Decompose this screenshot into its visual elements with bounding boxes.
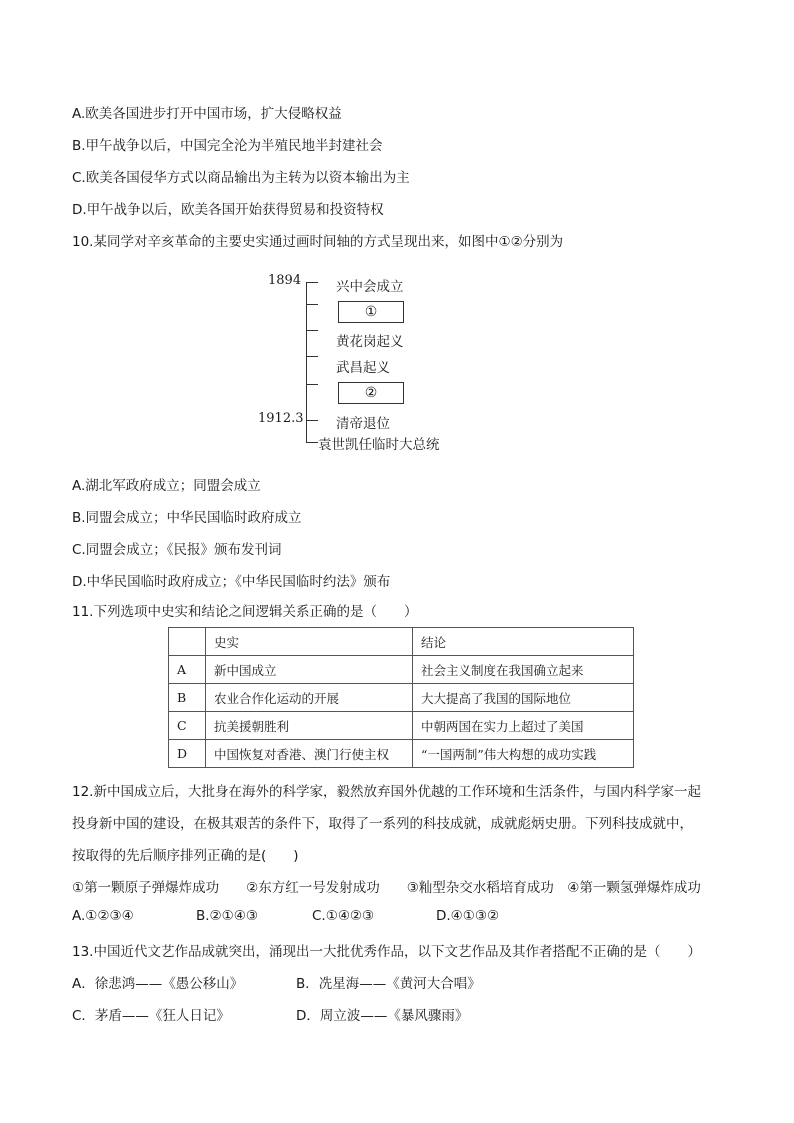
- table-header-cell: 史实: [206, 628, 413, 656]
- q9-option-a: A.欧美各国进步打开中国市场，扩大侵略权益: [72, 106, 342, 122]
- table-row: [169, 740, 634, 768]
- timeline-tick: [306, 330, 318, 331]
- table-cell: 抗美援朝胜利: [206, 712, 413, 740]
- timeline-tick: [306, 384, 318, 385]
- q12-option-a: A.①②③④: [72, 908, 134, 924]
- timeline-event-yuanshikai: 袁世凯任临时大总统: [318, 437, 440, 453]
- q12-stem-line-2: 投身新中国的建设，在极其艰苦的条件下，取得了一系列的科技成就，成就彪炳史册。下列科技成就中，: [72, 816, 693, 832]
- table-header-cell: [169, 628, 206, 656]
- timeline-tick: [306, 282, 318, 283]
- table-row: [169, 684, 634, 712]
- table-cell: 社会主义制度在我国确立起来: [413, 656, 634, 684]
- table-cell: 大大提高了我国的国际地位: [413, 684, 634, 712]
- timeline-figure: [250, 268, 470, 453]
- timeline-axis: [306, 282, 307, 442]
- timeline-event-abdication: 清帝退位: [336, 416, 390, 432]
- q10-option-c: C.同盟会成立；《民报》颁布发刊词: [72, 542, 282, 558]
- table-row: [169, 656, 634, 684]
- table-header-cell: 结论: [413, 628, 634, 656]
- table-cell: 中国恢复对香港、澳门行使主权: [206, 740, 413, 768]
- q12-option-b: B.②①④③: [196, 908, 258, 924]
- q9-option-b: B.甲午战争以后，中国完全沦为半殖民地半封建社会: [72, 138, 383, 154]
- q9-option-d: D.甲午战争以后，欧美各国开始获得贸易和投资特权: [72, 202, 384, 218]
- table-cell: 新中国成立: [206, 656, 413, 684]
- timeline-tick: [306, 420, 318, 421]
- timeline-event-xingzhonghui: 兴中会成立: [336, 279, 404, 295]
- q13-option-c: C．茅盾——《狂人日记》: [72, 1008, 230, 1024]
- timeline-tick: [306, 304, 318, 305]
- q10-option-a: A.湖北军政府成立；同盟会成立: [72, 478, 261, 494]
- timeline-tick: [306, 442, 318, 443]
- q13-option-d: D．周立波——《暴风骤雨》: [296, 1008, 469, 1024]
- timeline-blank-box-2: ②: [338, 382, 404, 404]
- timeline-event-huanghuagang: 黄花岗起义: [336, 334, 404, 350]
- q10-option-d: D.中华民国临时政府成立；《中华民国临时约法》颁布: [72, 574, 391, 590]
- table-header-row: [169, 628, 634, 656]
- q11-stem: 11.下列选项中史实和结论之间逻辑关系正确的是（ ）: [72, 604, 418, 620]
- q13-option-b: B．冼星海——《黄河大合唱》: [296, 976, 481, 992]
- table-cell: A: [169, 656, 206, 684]
- timeline-year-end: 1912.3: [258, 411, 304, 426]
- timeline-tick: [306, 356, 318, 357]
- q12-stem-line-3: 按取得的先后顺序排列正确的是( ): [72, 848, 299, 864]
- q12-items: ①第一颗原子弹爆炸成功 ②东方红一号发射成功 ③籼型杂交水稻培育成功 ④第一颗氢弹爆炸成功: [72, 880, 701, 896]
- table-cell: B: [169, 684, 206, 712]
- timeline-blank-box-1: ①: [338, 301, 404, 323]
- q12-stem-line-1: 12.新中国成立后，大批身在海外的科学家，毅然放弃国外优越的工作环境和生活条件，与国内科学家一起: [72, 784, 701, 800]
- q11-table: [168, 627, 634, 768]
- table-row: [169, 712, 634, 740]
- timeline-event-wuchang: 武昌起义: [336, 360, 390, 376]
- table-cell: 农业合作化运动的开展: [206, 684, 413, 712]
- q13-option-a: A．徐悲鸿——《愚公移山》: [72, 976, 244, 992]
- table-cell: 中朝两国在实力上超过了美国: [413, 712, 634, 740]
- q13-stem: 13.中国近代文艺作品成就突出，涌现出一大批优秀作品，以下文艺作品及其作者搭配不正确的是（ ）: [72, 944, 701, 960]
- table-cell: “一国两制”伟大构想的成功实践: [413, 740, 634, 768]
- q10-stem: 10.某同学对辛亥革命的主要史实通过画时间轴的方式呈现出来，如图中①②分别为: [72, 234, 564, 250]
- table-cell: D: [169, 740, 206, 768]
- q10-option-b: B.同盟会成立；中华民国临时政府成立: [72, 510, 302, 526]
- q12-option-d: D.④①③②: [436, 908, 500, 924]
- q9-option-c: C.欧美各国侵华方式以商品输出为主转为以资本输出为主: [72, 170, 410, 186]
- timeline-year-start: 1894: [268, 273, 302, 288]
- q12-option-c: C.①④②③: [312, 908, 375, 924]
- table-cell: C: [169, 712, 206, 740]
